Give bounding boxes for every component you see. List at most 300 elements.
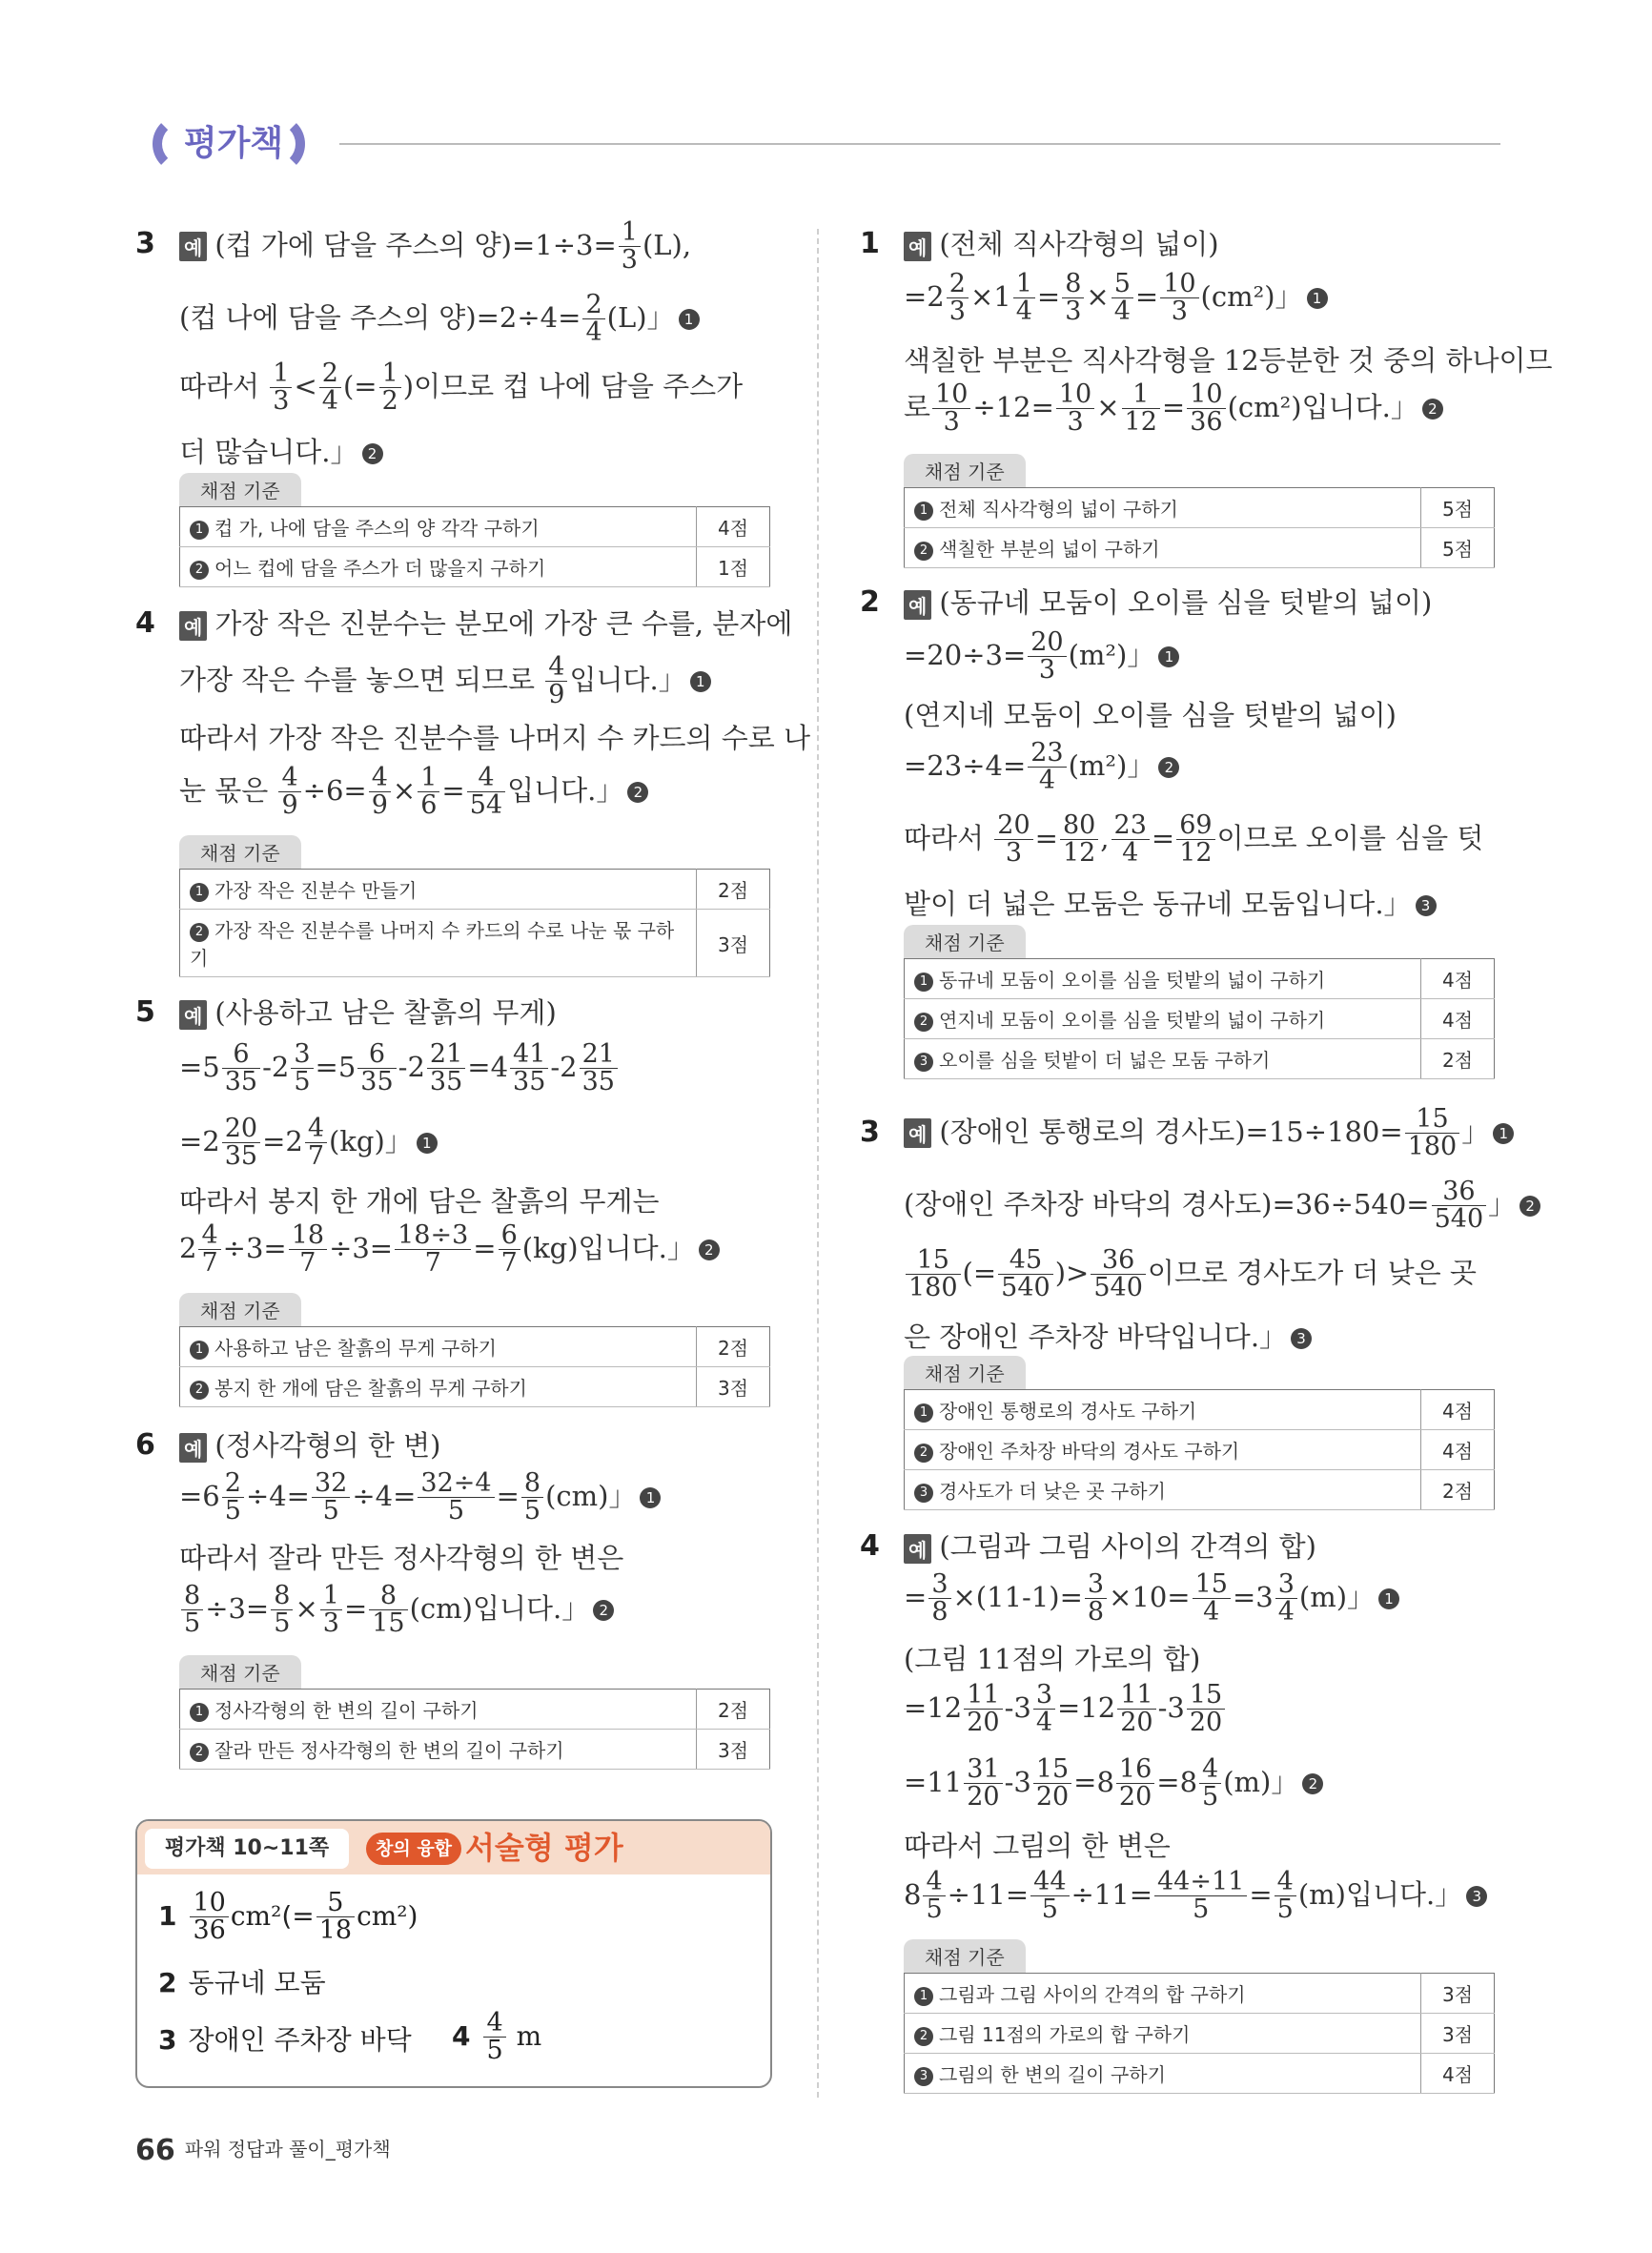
text: =12 xyxy=(1057,1690,1116,1724)
numerator: 1 xyxy=(1013,271,1035,298)
scoring-table xyxy=(904,1939,1495,2094)
text: (L)」 xyxy=(606,300,675,334)
text: =8 xyxy=(1073,1765,1114,1798)
text: 따라서 그림의 한 변은 xyxy=(904,1830,1171,1862)
problem-number: 4 xyxy=(860,1529,880,1563)
text: -2 xyxy=(262,1050,290,1083)
answer-number: 1 xyxy=(158,1899,177,1932)
criterion-label: 그림과 그림 사이의 간격의 합 구하기 xyxy=(939,1983,1246,2006)
denominator: 540 xyxy=(1434,1204,1484,1235)
numerator: 15 xyxy=(1193,1571,1231,1599)
denominator: 20 xyxy=(1035,1782,1070,1813)
criterion xyxy=(180,1730,697,1770)
text: 따라서 xyxy=(904,821,985,854)
numerator: 8 xyxy=(181,1583,203,1610)
step-marker: 2 xyxy=(190,1381,209,1400)
fraction xyxy=(312,1470,350,1526)
step-marker: 2 xyxy=(593,1600,614,1621)
numerator: 2 xyxy=(319,360,341,388)
fraction xyxy=(964,1756,1002,1812)
criterion xyxy=(905,488,1421,528)
denominator: 3 xyxy=(1171,297,1188,327)
points: 3점 xyxy=(697,910,770,977)
fraction xyxy=(418,1470,494,1526)
text: (사용하고 남은 찰흙의 무게) xyxy=(214,996,557,1029)
numerator: 15 xyxy=(1187,1682,1225,1710)
fraction xyxy=(320,1583,342,1638)
fraction xyxy=(369,1583,407,1638)
solution-line xyxy=(904,1638,1200,1677)
scoring-table xyxy=(904,454,1495,568)
text: × xyxy=(295,1591,318,1625)
criterion xyxy=(905,1470,1421,1510)
scoring-caption: 채점 기준 xyxy=(904,1356,1026,1389)
fraction xyxy=(545,654,567,709)
step-marker: 1 xyxy=(190,883,209,902)
step-marker: 3 xyxy=(914,2067,933,2086)
numerator: 20 xyxy=(222,1116,260,1143)
fraction xyxy=(427,1041,465,1096)
denominator: 540 xyxy=(1093,1273,1143,1303)
problem-number: 2 xyxy=(860,585,880,619)
criterion xyxy=(180,1327,697,1367)
table-row xyxy=(180,1690,770,1730)
fraction xyxy=(291,1041,313,1096)
page-footer xyxy=(135,2134,391,2167)
denominator: 15 xyxy=(372,1608,405,1639)
criterion xyxy=(180,1690,697,1730)
text: ×(11-1)= xyxy=(952,1580,1083,1613)
criterion-label: 오이를 심을 텃밭이 더 넓은 모둠 구하기 xyxy=(939,1049,1271,1072)
criterion xyxy=(905,959,1421,999)
text: ÷11= xyxy=(947,1877,1030,1911)
fraction xyxy=(1405,1106,1460,1161)
solution-line xyxy=(179,654,711,709)
numerator: 23 xyxy=(1112,812,1150,840)
numerator: 18 xyxy=(289,1222,327,1250)
example-badge: 예 xyxy=(904,1118,931,1148)
problem-number: 6 xyxy=(135,1428,155,1462)
example-badge: 예 xyxy=(179,1000,207,1030)
fraction xyxy=(316,1890,355,1945)
step-marker: 3 xyxy=(914,1484,933,1503)
denominator: 36 xyxy=(193,1915,226,1946)
header-rule xyxy=(339,143,1500,145)
step-marker: 2 xyxy=(914,1013,933,1032)
denominator: 3 xyxy=(1067,407,1084,438)
step-marker: 2 xyxy=(190,923,209,942)
solution-line xyxy=(904,271,1328,326)
step-marker: 1 xyxy=(1307,288,1328,309)
fraction xyxy=(278,765,300,820)
numerator: 44÷11 xyxy=(1154,1869,1247,1896)
text: 로 xyxy=(904,390,931,423)
table-row xyxy=(905,528,1495,568)
text: =3 xyxy=(1232,1580,1274,1613)
denominator: 20 xyxy=(967,1708,1000,1738)
numerator: 15 xyxy=(906,1247,961,1275)
page-reference: 평가책 10~11쪽 xyxy=(145,1829,349,1869)
step-marker: 2 xyxy=(699,1239,720,1260)
numerator: 10 xyxy=(1187,381,1225,409)
solution-line xyxy=(904,812,1483,868)
answer-text: 장애인 주차장 바닥 xyxy=(188,2024,412,2056)
denominator: 3 xyxy=(948,297,966,327)
denominator: 5 xyxy=(322,1496,339,1526)
fraction xyxy=(1028,629,1066,685)
denominator: 6 xyxy=(420,790,438,821)
fraction xyxy=(619,219,641,275)
problem-number: 4 xyxy=(135,606,155,640)
text: (컵 가에 담을 주스의 양)=1÷3= xyxy=(214,228,617,261)
step-marker: 1 xyxy=(1158,646,1179,667)
criterion xyxy=(905,1974,1421,2014)
text: 」 xyxy=(1488,1187,1517,1220)
numerator: 21 xyxy=(580,1041,618,1069)
text: 가장 작은 진분수는 분모에 가장 큰 수를, 분자에 xyxy=(214,607,793,640)
text: ÷4= xyxy=(352,1479,417,1512)
solution-line xyxy=(904,1106,1514,1161)
step-marker: 2 xyxy=(914,2027,933,2046)
solution-line xyxy=(904,694,1397,733)
fraction xyxy=(1193,1571,1231,1627)
denominator: 3 xyxy=(1038,655,1056,686)
numerator: 3 xyxy=(1033,1682,1055,1710)
text: (m)입니다.」 xyxy=(1297,1877,1463,1911)
fraction xyxy=(964,1682,1002,1737)
solution-line xyxy=(179,1424,441,1464)
points: 4점 xyxy=(1421,959,1495,999)
fraction xyxy=(319,360,341,416)
solution-line xyxy=(904,1756,1323,1812)
step-marker: 1 xyxy=(914,973,933,992)
table-row xyxy=(180,547,770,587)
text: (동규네 모둠이 오이를 심을 텃밭의 넓이) xyxy=(939,586,1433,619)
fraction xyxy=(1116,1756,1154,1812)
points: 4점 xyxy=(1421,2054,1495,2094)
numerator: 4 xyxy=(369,765,391,792)
text: 색칠한 부분은 직사각형을 12등분한 것 중의 하나이므 xyxy=(904,344,1553,377)
step-marker: 3 xyxy=(1416,895,1437,916)
numerator: 2 xyxy=(222,1470,244,1498)
text: = xyxy=(343,1591,368,1625)
denominator: 7 xyxy=(500,1248,518,1279)
problem-number: 1 xyxy=(860,227,880,260)
column-divider xyxy=(817,229,819,2098)
text: 밭이 더 넓은 모둠은 동규네 모둠입니다.」 xyxy=(904,888,1412,920)
points: 5점 xyxy=(1421,528,1495,568)
denominator: 5 xyxy=(274,1608,291,1639)
text: (m)」 xyxy=(1298,1580,1376,1613)
fraction xyxy=(1432,1178,1487,1234)
step-marker: 1 xyxy=(190,1703,209,1722)
solution-line xyxy=(904,582,1432,621)
solution-line xyxy=(904,740,1179,795)
scoring-table xyxy=(179,835,770,977)
step-marker: 1 xyxy=(679,309,700,330)
numerator: 10 xyxy=(190,1890,228,1917)
denominator: 180 xyxy=(908,1273,958,1303)
points: 5점 xyxy=(1421,488,1495,528)
footer-text: 파워 정답과 풀이_평가책 xyxy=(184,2138,391,2161)
numerator: 1 xyxy=(320,1583,342,1610)
points: 2점 xyxy=(697,1327,770,1367)
denominator: 36 xyxy=(1190,407,1223,438)
criterion-label: 장애인 통행로의 경사도 구하기 xyxy=(939,1400,1197,1423)
numerator: 80 xyxy=(1060,812,1098,840)
fraction xyxy=(1112,812,1150,868)
answer-number: 2 xyxy=(158,1967,177,1998)
step-marker: 2 xyxy=(1302,1773,1323,1794)
fraction xyxy=(222,1041,260,1096)
criterion xyxy=(905,1390,1421,1430)
numerator: 36 xyxy=(1432,1178,1487,1206)
numerator: 41 xyxy=(510,1041,548,1069)
step-marker: 3 xyxy=(914,1053,933,1072)
scoring-caption: 채점 기준 xyxy=(904,925,1026,958)
scoring-rows xyxy=(179,1326,770,1407)
section-tag xyxy=(133,107,334,181)
answer-summary-box xyxy=(135,1819,772,2088)
solution-line xyxy=(179,992,557,1031)
denominator: 3 xyxy=(1065,297,1082,327)
denominator: 35 xyxy=(224,1141,258,1172)
fraction xyxy=(1013,271,1035,326)
example-badge: 예 xyxy=(904,1534,931,1564)
denominator: 20 xyxy=(1118,1782,1152,1813)
criterion-label: 사용하고 남은 찰흙의 무게 구하기 xyxy=(214,1337,497,1360)
table-row xyxy=(180,1327,770,1367)
fraction xyxy=(510,1041,548,1096)
denominator: 180 xyxy=(1407,1132,1458,1162)
numerator: 1 xyxy=(418,765,439,792)
text: =6 xyxy=(179,1479,220,1512)
scoring-rows xyxy=(179,506,770,587)
criterion xyxy=(180,1367,697,1407)
text: = xyxy=(1036,279,1061,313)
denominator: 5 xyxy=(294,1067,311,1097)
numerator: 4 xyxy=(198,1222,220,1250)
solution-line xyxy=(904,1682,1227,1737)
solution-line xyxy=(179,431,383,470)
text: (cm²)입니다.」 xyxy=(1227,390,1418,423)
text: < xyxy=(294,369,317,402)
text: 가장 작은 수를 놓으면 되므로 xyxy=(179,663,536,696)
text: (kg)입니다.」 xyxy=(521,1231,695,1264)
text: ×10= xyxy=(1109,1580,1191,1613)
denominator: 7 xyxy=(201,1248,218,1279)
numerator: 11 xyxy=(1117,1682,1155,1710)
solution-line xyxy=(904,1526,1316,1565)
table-row xyxy=(905,1430,1495,1470)
fraction xyxy=(198,1222,220,1278)
table-row xyxy=(905,488,1495,528)
category-badge: 창의 융합 xyxy=(366,1833,461,1865)
denominator: 5 xyxy=(447,1496,465,1526)
text: × xyxy=(1096,390,1120,423)
text: 이므로 오이를 심을 텃 xyxy=(1216,821,1484,854)
text: (m²)」 xyxy=(1068,638,1155,671)
section-tag-label: 평가책 xyxy=(183,124,284,163)
denominator: 12 xyxy=(1124,407,1157,438)
solution-line xyxy=(904,1869,1487,1924)
text: (그림 11점의 가로의 합) xyxy=(904,1643,1201,1675)
solution-line xyxy=(179,603,792,642)
numerator: 8 xyxy=(271,1583,293,1610)
fraction xyxy=(582,292,604,347)
denominator: 8 xyxy=(931,1597,948,1628)
text: (= xyxy=(962,1256,997,1289)
table-row xyxy=(905,2054,1495,2094)
denominator: 8 xyxy=(1087,1597,1105,1628)
fraction xyxy=(1187,381,1225,437)
numerator: 1 xyxy=(270,360,292,388)
solution-line xyxy=(179,1583,614,1638)
text: (kg)」 xyxy=(329,1124,413,1157)
points: 2점 xyxy=(1421,1470,1495,1510)
fraction xyxy=(483,2010,505,2065)
solution-line xyxy=(179,1041,620,1096)
text: ÷3= xyxy=(205,1591,270,1625)
fraction xyxy=(1085,1571,1107,1627)
text: 따라서 봉지 한 개에 담은 찰흙의 무게는 xyxy=(179,1185,660,1218)
fraction xyxy=(580,1041,618,1096)
denominator: 35 xyxy=(360,1067,394,1097)
criterion-label: 경사도가 더 낮은 곳 구하기 xyxy=(939,1480,1166,1503)
table-row xyxy=(905,2014,1495,2054)
criterion-label: 잘라 만든 정사각형의 한 변의 길이 구하기 xyxy=(214,1739,564,1762)
numerator: 32 xyxy=(312,1470,350,1498)
numerator: 23 xyxy=(1028,740,1066,768)
step-marker: 1 xyxy=(190,1341,209,1360)
fraction xyxy=(521,1470,543,1526)
text: =2 xyxy=(904,279,945,313)
text: =8 xyxy=(1156,1765,1198,1798)
denominator: 4 xyxy=(1038,766,1056,796)
denominator: 35 xyxy=(429,1067,463,1097)
fraction xyxy=(1028,740,1066,795)
text: (cm)」 xyxy=(545,1479,637,1512)
text: =12 xyxy=(904,1690,963,1724)
numerator: 2 xyxy=(947,271,969,298)
denominator: 9 xyxy=(548,680,565,710)
points: 4점 xyxy=(1421,999,1495,1039)
text: ÷12= xyxy=(972,390,1054,423)
fraction xyxy=(1275,1869,1296,1924)
scoring-caption: 채점 기준 xyxy=(179,1293,301,1326)
step-marker: 2 xyxy=(914,1444,933,1463)
text: (전체 직사각형의 넓이) xyxy=(939,228,1219,260)
scoring-rows xyxy=(904,1973,1495,2094)
fraction xyxy=(499,1222,520,1278)
step-marker: 2 xyxy=(914,542,933,561)
denominator: 12 xyxy=(1062,838,1096,869)
denominator: 3 xyxy=(1005,838,1023,869)
text: = xyxy=(441,773,465,807)
denominator: 4 xyxy=(1113,297,1131,327)
fraction xyxy=(1154,1869,1247,1924)
criterion-label: 그림 11점의 가로의 합 구하기 xyxy=(939,2023,1191,2046)
scoring-table xyxy=(179,1293,770,1407)
fraction xyxy=(923,1869,945,1924)
table-row xyxy=(180,910,770,977)
fraction xyxy=(289,1222,327,1278)
fraction xyxy=(1160,271,1198,326)
fraction xyxy=(1091,1247,1146,1302)
denominator: 5 xyxy=(1193,1895,1210,1925)
table-row xyxy=(180,870,770,910)
table-row xyxy=(180,1730,770,1770)
numerator: 1 xyxy=(619,219,641,247)
numerator: 1 xyxy=(379,360,401,388)
criterion xyxy=(905,999,1421,1039)
fraction xyxy=(270,360,292,416)
criterion-label: 전체 직사각형의 넓이 구하기 xyxy=(939,498,1178,521)
denominator: 540 xyxy=(1001,1273,1050,1303)
numerator: 5 xyxy=(316,1890,355,1917)
unit: cm²) xyxy=(357,1899,418,1932)
text: ÷4= xyxy=(245,1479,310,1512)
numerator: 69 xyxy=(1176,812,1214,840)
solution-line xyxy=(904,1316,1312,1355)
scoring-table xyxy=(904,1356,1495,1510)
denominator: 9 xyxy=(371,790,388,821)
text: ÷6= xyxy=(302,773,367,807)
text: (컵 나에 담을 주스의 양)=2÷4= xyxy=(179,300,581,334)
table-row xyxy=(905,1470,1495,1510)
fraction xyxy=(1187,1682,1225,1737)
scoring-table xyxy=(904,925,1495,1079)
text: (그림과 그림 사이의 간격의 합) xyxy=(939,1530,1316,1563)
text: (cm²)」 xyxy=(1200,279,1303,313)
text: )이므로 컵 나에 담을 주스가 xyxy=(402,369,744,402)
fraction xyxy=(1176,812,1214,868)
scoring-rows xyxy=(904,958,1495,1079)
example-badge: 예 xyxy=(179,611,207,641)
denominator: 4 xyxy=(585,317,602,348)
scoring-caption: 채점 기준 xyxy=(179,473,301,506)
table-row xyxy=(905,1974,1495,2014)
numerator: 15 xyxy=(1405,1106,1460,1134)
answer-3 xyxy=(158,2019,412,2058)
criterion xyxy=(180,507,697,547)
text: ÷3= xyxy=(329,1231,394,1264)
text: ×1 xyxy=(969,279,1011,313)
numerator: 8 xyxy=(1062,271,1084,298)
solution-line xyxy=(904,883,1437,922)
fraction xyxy=(1275,1571,1297,1627)
scoring-caption: 채점 기준 xyxy=(904,1939,1026,1973)
solution-line xyxy=(179,1470,661,1526)
scoring-table xyxy=(179,473,770,587)
points: 2점 xyxy=(1421,1039,1495,1079)
answer-number: 4 xyxy=(452,2019,471,2052)
scoring-caption: 채점 기준 xyxy=(179,1655,301,1689)
fraction xyxy=(181,1583,203,1638)
text: (= xyxy=(342,369,377,402)
criterion xyxy=(905,2054,1421,2094)
numerator: 4 xyxy=(483,2010,505,2038)
text: -2 xyxy=(398,1050,425,1083)
text: 2 xyxy=(179,1231,197,1264)
page-number: 66 xyxy=(135,2134,175,2167)
numerator: 10 xyxy=(932,381,970,409)
text: )> xyxy=(1054,1256,1090,1289)
text: =2 xyxy=(262,1124,303,1157)
criterion-label: 컵 가, 나에 담을 주스의 양 각각 구하기 xyxy=(214,517,540,540)
text: × xyxy=(1086,279,1110,313)
text: ÷11= xyxy=(1071,1877,1152,1911)
